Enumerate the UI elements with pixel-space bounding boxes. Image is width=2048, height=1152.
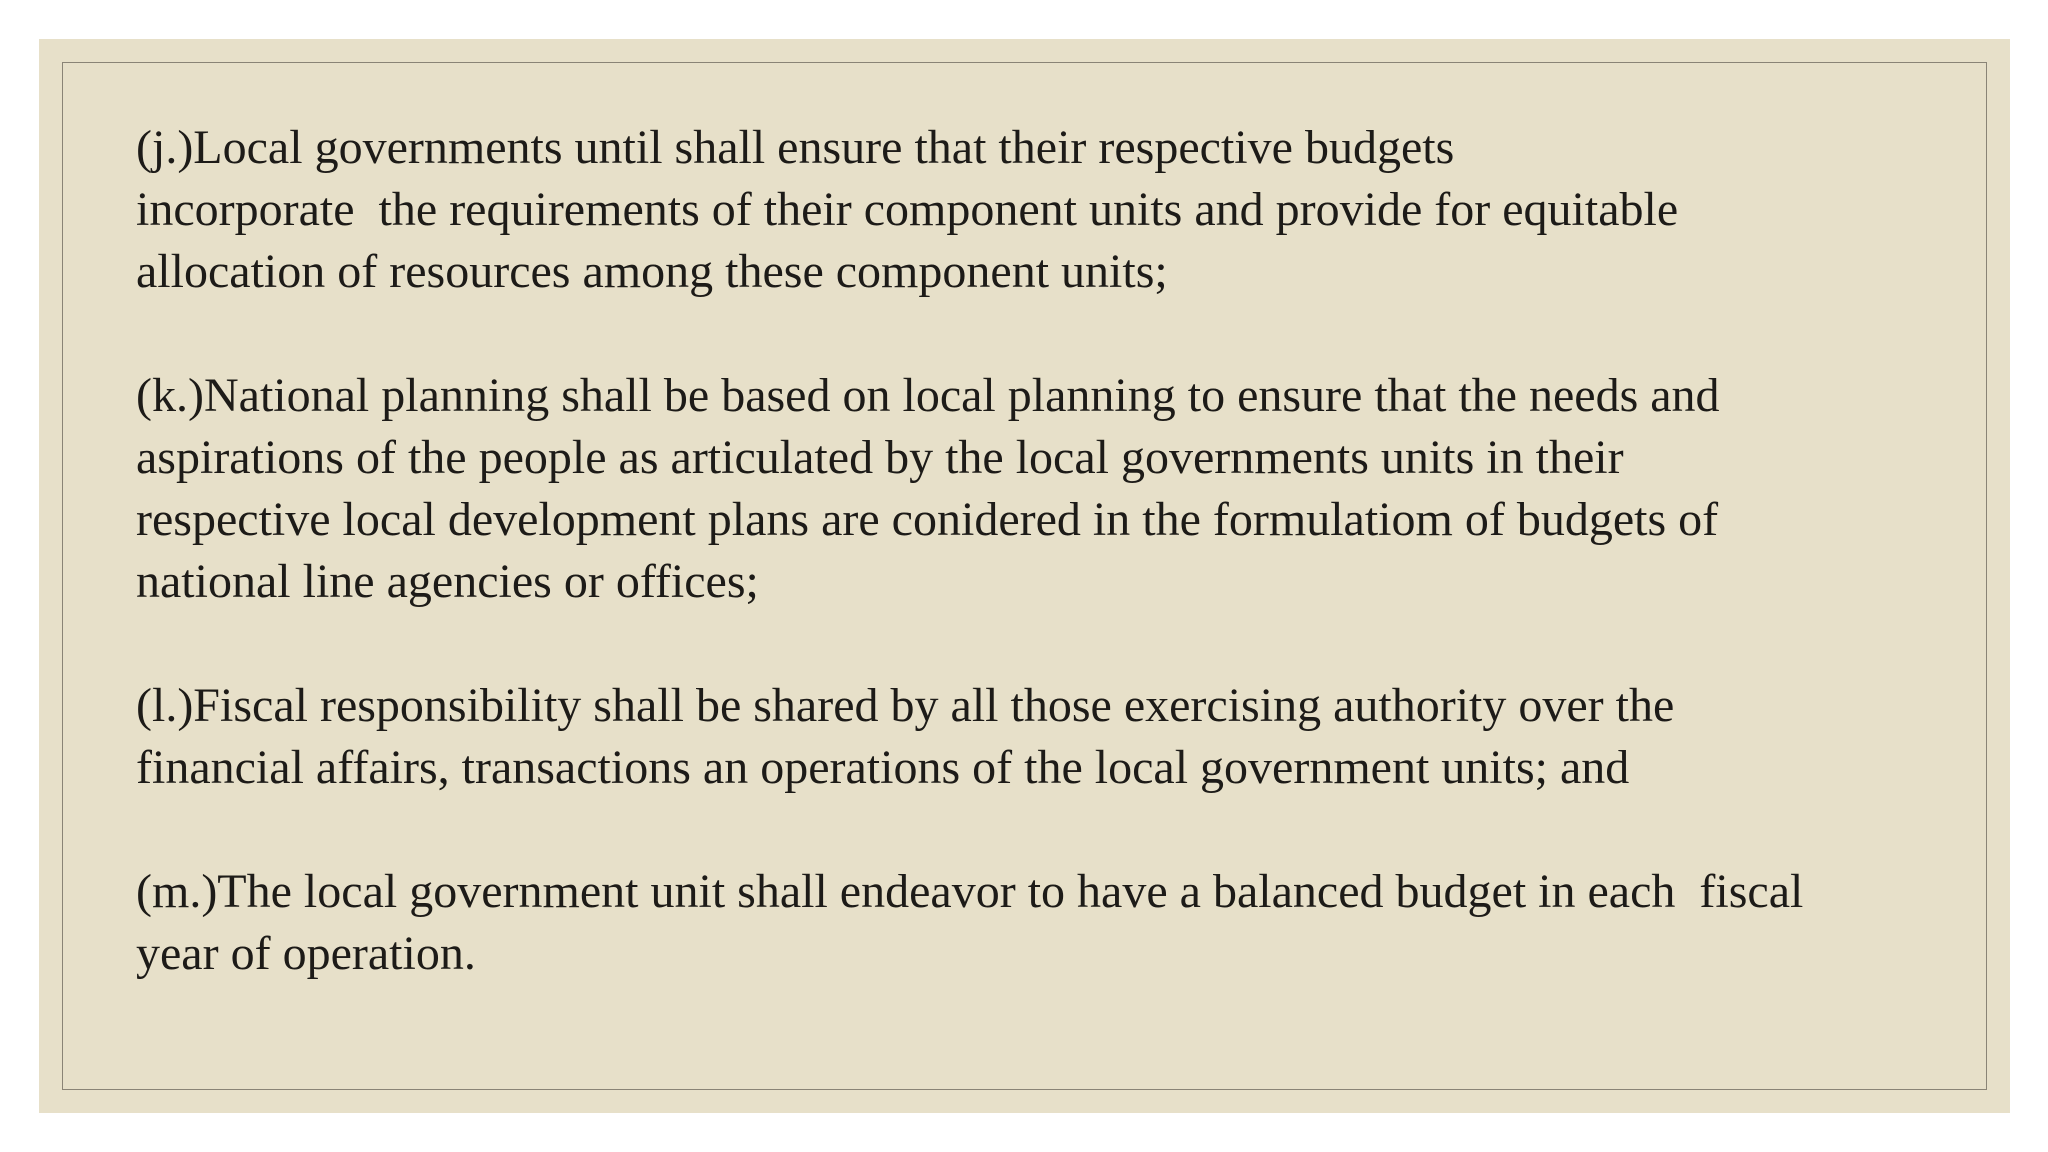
paragraph-line: (l.)Fiscal responsibility shall be shared by all those exercising authority over the: [136, 679, 1675, 732]
paragraph-m: [136, 861, 1956, 985]
paragraph-j: [136, 117, 1956, 303]
paragraph-line: (k.)National planning shall be based on local planning to ensure that the needs and: [136, 369, 1720, 422]
paragraph-line: aspirations of the people as articulated by the local governments units in their: [136, 431, 1624, 484]
paragraph-k: [136, 365, 1956, 613]
paragraph-line: national line agencies or offices;: [136, 555, 759, 608]
paragraph-line: respective local development plans are conidered in the formulatiom of budgets of: [136, 493, 1719, 546]
paragraph-spacer: [136, 799, 1956, 861]
paragraph-line: financial affairs, transactions an operations of the local government units; and: [136, 741, 1630, 794]
paragraph-line: allocation of resources among these component units;: [136, 245, 1168, 298]
paragraph-spacer: [136, 303, 1956, 365]
slide-text-body: [136, 117, 1956, 985]
slide: [39, 39, 2010, 1113]
paragraph-line: (m.)The local government unit shall endeavor to have a balanced budget in each fiscal: [136, 865, 1804, 918]
paragraph-line: incorporate the requirements of their component units and provide for equitable: [136, 183, 1679, 236]
paragraph-spacer: [136, 613, 1956, 675]
paragraph-line: (j.)Local governments until shall ensure that their respective budgets: [136, 121, 1455, 174]
paragraph-l: [136, 675, 1956, 799]
paragraph-line: year of operation.: [136, 927, 476, 980]
